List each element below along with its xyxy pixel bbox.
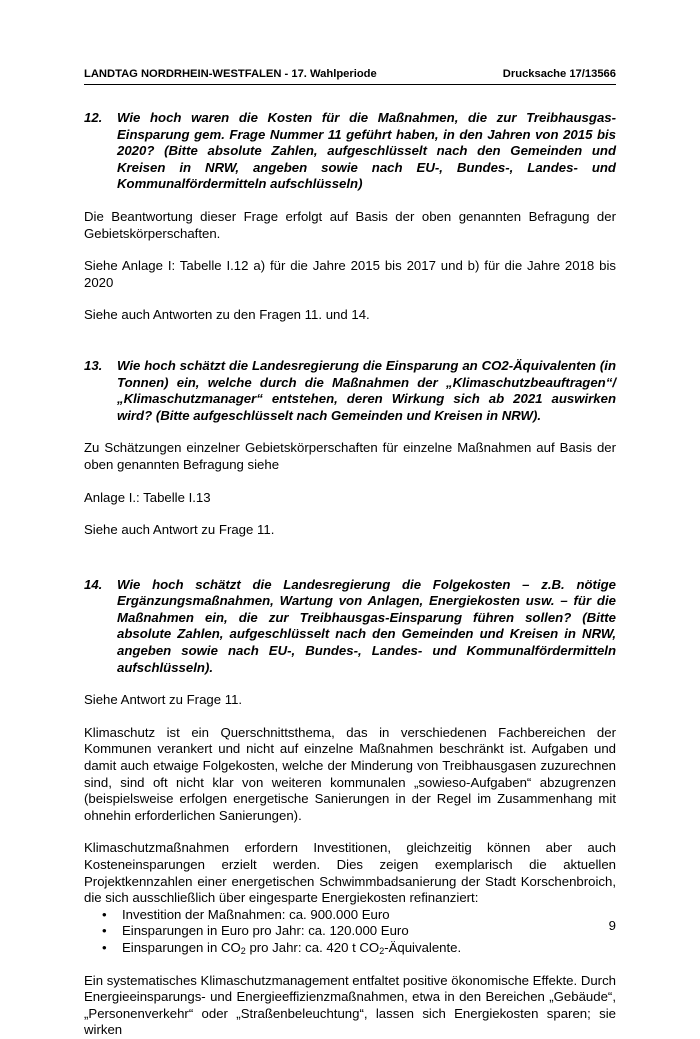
question-text: Wie hoch schätzt die Landesregierung die Folgekosten – z.B. nötige Ergänzungsmaßnahmen, Wartung von Anlagen, Energiekosten usw. – für die Maßnahmen ein, die zur Treibhausgas-Einsparung führen sollen? (Bitte absolute Zahlen, aufgeschlüsselt nach den Gemeinden und Kreisen in NRW, angeben sowie nach EU-, Bundes-, Landes- und Kommunalfördermitteln aufschlüsseln). bbox=[117, 576, 616, 675]
answer-paragraph: Klimaschutz ist ein Querschnittsthema, das in verschiedenen Fachbereichen der Kommunen verankert und nicht auf einzelne Maßnahmen beschränkt ist. Aufgaben und damit auch etwaige Folgekosten, welche der Minderung von Treibhausgasen zuzurechnen sind, sind oft nicht klar von weiteren kommunalen „sowieso-Aufgaben“ abzugrenzen (beispielsweise erfolgen energetische Sanierungen in der Regel im Zusammenhang mit ohnehin erforderlichen Sanierungen). bbox=[84, 724, 616, 823]
answer-paragraph: Siehe auch Antworten zu den Fragen 11. und 14. bbox=[84, 307, 370, 323]
bullet-text-part: pro Jahr: ca. 420 t CO bbox=[245, 939, 380, 955]
question-number: 14. bbox=[84, 576, 103, 592]
question-number: 12. bbox=[84, 110, 103, 125]
list-item: • Investition der Maßnahmen: ca. 900.000 Euro bbox=[84, 907, 616, 924]
page-header bbox=[84, 66, 616, 85]
answer-paragraph: Siehe auch Antwort zu Frage 11. bbox=[84, 522, 275, 538]
question-13 bbox=[84, 358, 616, 424]
bullet-text-part: -Äquivalente. bbox=[384, 939, 462, 955]
answer-paragraph: Klimaschutzmaßnahmen erfordern Investitionen, gleichzeitig können aber auch Kosteneinsparungen erzielt werden. Dies zeigen exemplarisch die aktuellen Projektkennzahlen einer energetischen Schwimmbadsanierung der Stadt Korschenbroich, die sich ausschließlich über eingesparte Energiekosten refinanziert: bbox=[84, 840, 616, 906]
question-12 bbox=[84, 110, 616, 193]
answer-paragraph: Die Beantwortung dieser Frage erfolgt auf Basis der oben genannten Befragung der Gebietskörperschaften. bbox=[84, 208, 616, 241]
question-text: Wie hoch schätzt die Landesregierung die Einsparung an CO2-Äquivalenten (in Tonnen) ein, welche durch die Maßnahmen der „Klimaschutzbeauftragen“/ „Klimaschutzmanager“ entstehen, deren Wirkung sich ab 2021 auswirken wird? (Bitte aufgeschlüsselt nach Gemeinden und Kreisen in NRW). bbox=[117, 357, 616, 423]
bullet-list bbox=[84, 907, 616, 957]
list-item: • Einsparungen in Euro pro Jahr: ca. 120.000 Euro bbox=[84, 923, 616, 940]
answer-paragraph: Siehe Anlage I: Tabelle I.12 a) für die Jahre 2015 bis 2017 und b) für die Jahre 2018 bis 2020 bbox=[84, 258, 616, 290]
answer-paragraph: Zu Schätzungen einzelner Gebietskörperschaften für einzelne Maßnahmen auf Basis der oben genannten Befragung siehe bbox=[84, 440, 616, 472]
question-number: 13. bbox=[84, 357, 103, 373]
answer-paragraph: Anlage I.: Tabelle I.13 bbox=[84, 489, 211, 505]
answer-paragraph: Siehe Antwort zu Frage 11. bbox=[84, 692, 243, 708]
question-14 bbox=[84, 577, 616, 677]
bullet-text-part: Einsparungen in CO bbox=[122, 939, 241, 955]
header-parliament-title: LANDTAG NORDRHEIN-WESTFALEN - 17. Wahlperiode bbox=[84, 68, 377, 80]
subscript: 2 bbox=[379, 945, 385, 956]
header-document-number: Drucksache 17/13566 bbox=[502, 68, 616, 80]
list-item bbox=[84, 940, 616, 957]
answer-paragraph: Ein systematisches Klimaschutzmanagement entfaltet positive ökonomische Effekte. Durch Energieeinsparungs- und Energieeffizienzmaßnahmen, etwa in den Bereichen „Gebäude“, „Personenverkehr“ oder „Straßenbeleuchtung“, lassen sich Energiekosten sparen; sie wirken bbox=[84, 972, 616, 1038]
question-text: Wie hoch waren die Kosten für die Maßnahmen, die zur Treibhausgas-Einsparung gem. Frage Nummer 11 geführt haben, in den Jahren von 2015 bis 2020? (Bitte absolute Zahlen, aufgeschlüsselt nach den Gemeinden und Kreisen in NRW, angeben sowie nach EU-, Bundes-, Landes- und Kommunalfördermitteln aufschlüsseln) bbox=[117, 110, 616, 192]
page-content bbox=[84, 110, 616, 1039]
subscript: 2 bbox=[240, 945, 246, 956]
page-number: 9 bbox=[608, 918, 616, 933]
